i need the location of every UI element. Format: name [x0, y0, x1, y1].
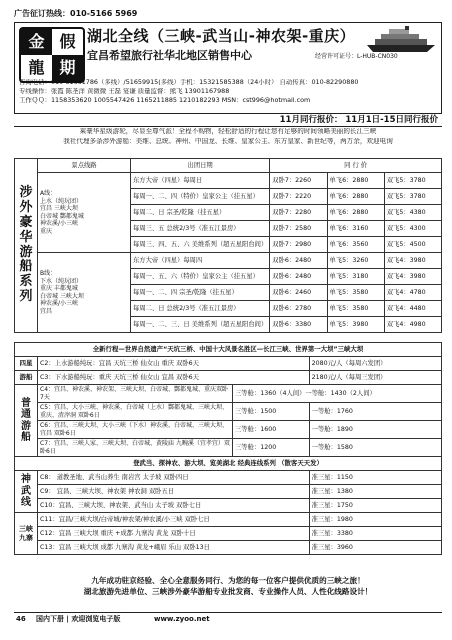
price-cell: 双卧6：2480 [270, 253, 327, 269]
price-cell: 双卧7：2260 [270, 173, 327, 189]
price-cell: 准三星：3960 [309, 541, 441, 555]
price-cell: 双飞5：4300 [384, 221, 441, 237]
column-header: 景点线路 [38, 159, 131, 173]
page-number: 46 [16, 615, 26, 623]
departure-date: 每周一、二、四 宗圣/乾隆（挂五星） [131, 285, 270, 301]
price-cell: 2080元/人（每周六发团） [309, 357, 441, 371]
departure-date: 每周二、日 宗圣/乾隆（挂五星） [131, 205, 270, 221]
price-cell: 单飞5：3980 [327, 317, 384, 333]
price-cell: 双飞5：4380 [384, 205, 441, 221]
agency-name: 宜昌希望旅行社华北地区销售中心 [87, 49, 252, 62]
route-description: C3：下水游船纯玩：重庆 天坑三桥 仙女山 宜昌 双卧6天 [38, 371, 310, 385]
website-link[interactable]: www.zyoo.net [154, 615, 210, 623]
table-row [15, 403, 442, 421]
luxury-cruise-table [14, 158, 442, 333]
intro-line: 乘豪华星级游轮，尽显至尊气派！全程不购物，轻松舒适的行程让您有足够的时间领略美丽的长江三峡 [79, 128, 377, 135]
price-cell: 单飞5：3180 [327, 269, 384, 285]
logo-char: 龍 [28, 58, 45, 78]
banner-row [15, 343, 442, 357]
table-row [15, 371, 442, 385]
route-description: A线： 上水（纯玩团） 宜昌 三峡大坝 白帝城 酆都鬼城 神农溪/小三峡 重庆 [38, 173, 131, 253]
route-description: C10：宜昌、三峡大坝、神农架、武当山 太子坡 双卧七日 [38, 499, 310, 513]
route-description: C11：宜昌/三峡大坝/白帝城/神农架/神农溪/小三峡 双卧七日 [38, 513, 310, 527]
departure-date: 每周三、四、五、六 美维系列（超五星阳台间） [131, 237, 270, 253]
price-cell: 一等舱：1890 [309, 421, 441, 439]
slogan-block [14, 576, 442, 598]
price-cell: 双卧7：2980 [270, 237, 327, 253]
departure-date: 每周一、二、三、日 美维系列（超五星阳台间） [131, 317, 270, 333]
price-cell: 单飞6：3160 [327, 221, 384, 237]
header-box [14, 22, 442, 114]
table-row [15, 253, 442, 269]
price-cell: 双卧7：2280 [270, 205, 327, 221]
departure-date: 东方大帝（四星）每周四 [131, 253, 270, 269]
contact-staff: 专线操作：张霞 陈圣洋 黄微微 王磊 宴谦 质量监督：熊飞 13901167988 [19, 88, 230, 95]
contact-phones: 咨询电话：010-51661786（多线）/51659915(多线）手机：15321585388（24小时） 自动传真：010-82290880 [19, 79, 359, 86]
banner-row [15, 457, 442, 471]
price-cell: 双飞4：3980 [384, 253, 441, 269]
price-cell: 三等舱：1200 [233, 439, 310, 457]
price-cell: 双卧6：2480 [270, 269, 327, 285]
logo-char: 假 [59, 32, 76, 52]
price-cell: 双飞4：4480 [384, 301, 441, 317]
table-row [15, 527, 442, 541]
cruise-ship-icon [365, 25, 437, 53]
price-cell: 双飞4：4780 [384, 285, 441, 301]
route-description: C8： 道教圣地、武当山养生 南岩宫 太子坡 双卧四日 [38, 471, 310, 485]
section-name: 国内下册 | 欢迎浏览电子版 [36, 615, 121, 623]
brand-logo [19, 27, 85, 83]
departure-date: 每周二、日 总统2/3号（准五江景房） [131, 301, 270, 317]
price-cell: 三等舱：1500 [233, 403, 310, 421]
price-cell: 双卧6：2780 [270, 301, 327, 317]
route-description: C7：宜昌、三峡人家、三峡大坝、白帝城、黄陵庙 九畹溪（宜孝宜）双卧6日 [38, 439, 233, 457]
intro-line: 我社代理多条涉外游船：美维、总统、神州、中国龙、长维、皇家公主、东方皇家、新世纪等，两万余，欢迎电询 [63, 138, 393, 145]
table-row [15, 173, 442, 189]
price-cell: 双飞5：3780 [384, 189, 441, 205]
price-cell: 双卧7：2220 [270, 189, 327, 205]
price-cell: 三等舱：1600 [233, 421, 310, 439]
departure-date: 每周一、二、四（特价）皇家公主（挂五星） [131, 189, 270, 205]
price-cell: 准三星：1750 [309, 499, 441, 513]
contact-info [19, 79, 439, 106]
logo-char: 金 [21, 29, 52, 55]
section-banner: 登武当、探神农、游大坝、览美湖北 经典连线系列 （散客天天发） [15, 457, 442, 471]
logo-char: 期 [52, 55, 83, 81]
price-cell: 双飞4：3980 [384, 269, 441, 285]
price-cell: 准三星：1150 [309, 471, 441, 485]
table-row [15, 357, 442, 371]
quote-heading: 11月同行报价： 11月1日-15日同行报价 [279, 115, 438, 125]
license-number: 经营许可证号：L-HUB-CN030 [315, 53, 398, 60]
route-description: C5：宜昌、大小三峡、神农溪、白帝城（上水）酆都鬼城、三峡大坝、重庆、渣滓洞 双卧6日 [38, 403, 233, 421]
departure-date: 每周三、五 总统2/3号（准五江景房） [131, 221, 270, 237]
price-cell: 单飞5：3580 [327, 301, 384, 317]
route-description: C13：宜昌 三峡大坝 成都 九寨沟 黄龙+峨眉 乐山 双卧13日 [38, 541, 310, 555]
price-cell: 单飞6：2880 [327, 173, 384, 189]
departure-date: 每周一、五、六（特价）皇家公主（挂五星） [131, 269, 270, 285]
table-row [15, 385, 442, 403]
price-cell: 2180元/人（每周三发团） [309, 371, 441, 385]
section-label: 普通游船 [15, 385, 38, 457]
price-cell: 单飞6：2880 [327, 205, 384, 221]
price-cell: 单飞5：3580 [327, 285, 384, 301]
price-cell: 双飞5：3780 [384, 173, 441, 189]
column-header: 同 行 价 [270, 159, 442, 173]
price-cell: 单飞6：3560 [327, 237, 384, 253]
table-row [15, 471, 442, 485]
route-description: C6：宜昌、三峡大坝、大小三峡（下水）神农溪、白帝城、三峡大坝、宜昌 双卧6日 [38, 421, 233, 439]
price-cell: 双飞5：4500 [384, 237, 441, 253]
table-header-row [15, 159, 442, 173]
page-footer [14, 612, 442, 625]
route-description: C12：宜昌 三峡大坝 重庆 +成都 九寨沟 黄龙 双卧十日 [38, 527, 310, 541]
section-label: 神武线 [15, 471, 38, 513]
section-label: 涉外豪华游船系列 [15, 159, 38, 333]
table-row [15, 421, 442, 439]
price-cell: 一等舱：1760 [309, 403, 441, 421]
route-description: C9： 宜昌、三峡大坝、神农架 神农洞 双卧五日 [38, 485, 310, 499]
intro-text [14, 128, 442, 158]
slogan-line: 九年成功驻京经验、全心全意服务同行、为您的每一位客户提供优质的三峡之旅！ [91, 576, 365, 585]
route-description: B线： 下水（纯玩团） 重庆 丰都鬼城 白帝城 三峡大坝 神农溪/小三峡 宜昌 [38, 253, 131, 333]
quote-bar [14, 115, 442, 127]
row-label: 四星 [15, 357, 38, 371]
table-row [15, 439, 442, 457]
price-cell: 单飞6：2880 [327, 189, 384, 205]
table-row [15, 499, 442, 513]
contact-qq: 工作ＱＱ：1158353620 1005547426 1165211885 1210182293 MSN：cst996@hotmail.com [19, 97, 311, 104]
departure-date: 东方大帝（四星）每周日 [131, 173, 270, 189]
route-description: C4：宜昌、神农溪、神农架、三峡大坝、白帝城、酆都鬼城、重庆双卧7天 [38, 385, 233, 403]
price-cell: 准三星：1380 [309, 485, 441, 499]
column-header: 出团日期 [131, 159, 270, 173]
price-cell: 双卧6：3380 [270, 317, 327, 333]
section-banner: 全新行程—世界自然遗产“天坑三桥、中国十大风景名胜区—长江三峡、世界第一大坝”三峡大坝 [15, 343, 442, 357]
table-row [15, 485, 442, 499]
table-row [15, 513, 442, 527]
ad-hotline: 广告征订热线：010-5166 5969 [14, 9, 138, 18]
slogan-line: 湖北旅游先进单位、三峡涉外豪华游船专业批发商、专业操作人员、人性化线路设计！ [83, 587, 373, 596]
price-cell: 三等舱：1360（4人间）一等舱：1430（2人间） [233, 385, 442, 403]
price-cell: 一等舱：1580 [309, 439, 441, 457]
section-label: 三峡九寨 [15, 513, 38, 555]
price-cell: 准三星：3380 [309, 527, 441, 541]
table-row [15, 541, 442, 555]
price-cell: 双卧7：2580 [270, 221, 327, 237]
price-cell: 双卧6：2460 [270, 285, 327, 301]
price-cell: 单飞5：3260 [327, 253, 384, 269]
price-cell: 准三星：1980 [309, 513, 441, 527]
row-label: 游船 [15, 371, 38, 385]
price-cell: 双飞4：4980 [384, 317, 441, 333]
route-description: C2：上水游船纯玩：宜昌 天坑三桥 仙女山 重庆 双卧6天 [38, 357, 310, 371]
page-title: 湖北全线（三峡-武当山-神农架-重庆） [87, 27, 356, 45]
cruise-line-table [14, 342, 442, 555]
